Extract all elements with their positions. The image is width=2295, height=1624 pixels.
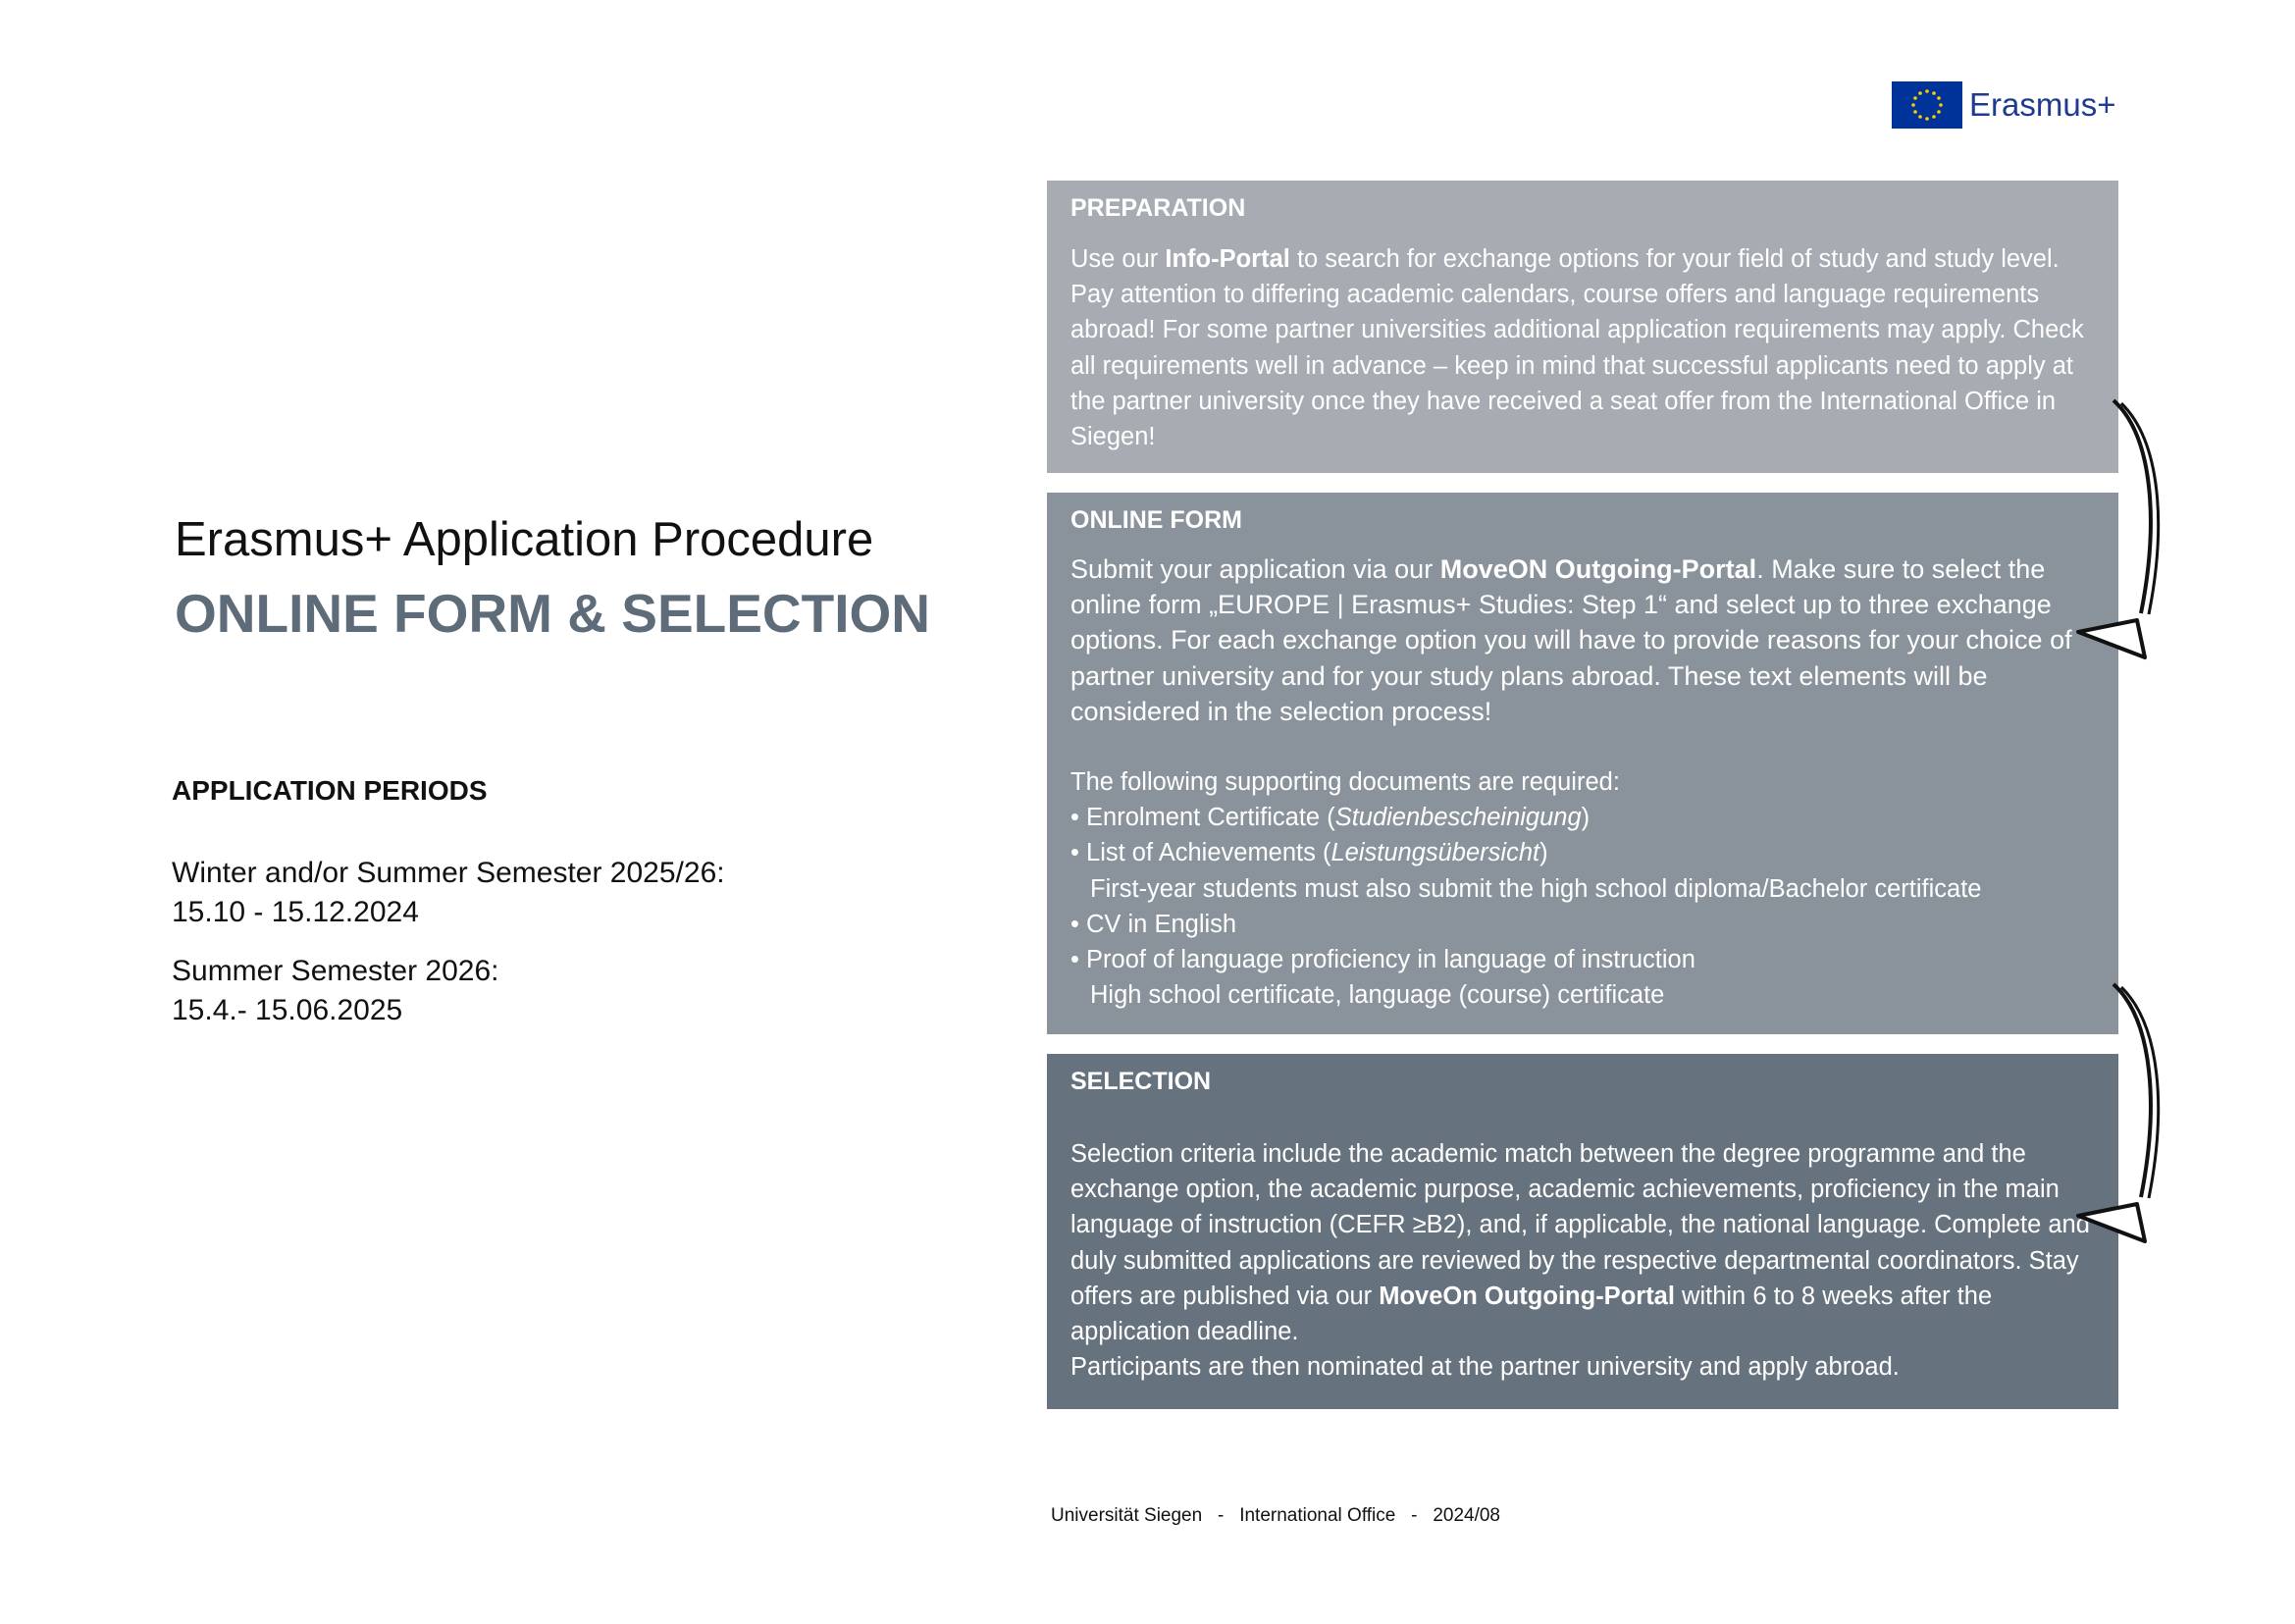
curved-arrow-icon xyxy=(2060,393,2168,687)
text-segment: Selection criteria include the academic match between the degree programme and the exchange option, the academic purpose, academic achievements, proficiency in the main language of instruction (CEFR ≥B2), and, if applicable, the national language. Complete and duly submitted applications are reviewed by the respective departmental coordinators. Stay offers are published via our xyxy=(1070,1140,2090,1310)
info-portal-link[interactable]: Info-Portal xyxy=(1165,245,1297,273)
footer-text: Universität Siegen - International Office - 2024/08 xyxy=(1051,1505,1501,1526)
online-form-text xyxy=(1070,551,2101,1013)
page-title: Erasmus+ Application Procedure xyxy=(175,513,874,566)
moveon-portal-link[interactable]: MoveOn Outgoing-Portal xyxy=(1379,1282,1675,1310)
doc-item: • Enrolment Certificate (Studienbescheinigung) xyxy=(1070,804,1591,832)
logo-text: Erasmus+ xyxy=(1969,86,2116,123)
text-segment: Submit your application via our xyxy=(1070,554,1440,584)
preparation-box xyxy=(1047,181,2118,473)
doc-note: High school certificate, language (course) certificate xyxy=(1090,981,1665,1010)
doc-note: First-year students must also submit the high school diploma/Bachelor certificate xyxy=(1090,874,1982,903)
period-label: Winter and/or Summer Semester 2025/26: xyxy=(172,857,725,889)
erasmus-logo xyxy=(1892,80,2115,130)
text-segment: Use our xyxy=(1070,245,1166,273)
periods-heading: APPLICATION PERIODS xyxy=(172,775,488,806)
text-segment: . Make sure to select the online form „EUROPE | Erasmus+ Studies: Step 1“ and select up to three exchange options. For each exchange option you will have to provide reasons for your choice of partner university and for your study plans abroad. These text elements will be considered in the selection process! xyxy=(1070,554,2072,726)
online-form-box xyxy=(1047,493,2118,1034)
text-segment: within 6 to 8 weeks after the application deadline. xyxy=(1070,1282,1993,1346)
selection-box xyxy=(1047,1054,2118,1409)
text-segment: Participants are then nominated at the partner university and apply abroad. xyxy=(1070,1353,1900,1382)
period-label: Summer Semester 2026: xyxy=(172,955,499,987)
doc-item: • CV in English xyxy=(1070,910,1237,938)
period-dates: 15.10 - 15.12.2024 xyxy=(172,896,419,928)
curved-arrow-icon xyxy=(2060,976,2168,1271)
period-dates: 15.4.- 15.06.2025 xyxy=(172,994,403,1026)
doc-item: • Proof of language proficiency in language of instruction xyxy=(1070,946,1695,974)
online-form-title: ONLINE FORM xyxy=(1070,506,1242,534)
eu-flag-icon xyxy=(1892,81,1962,129)
selection-text xyxy=(1070,1136,2101,1385)
selection-title: SELECTION xyxy=(1070,1068,1212,1095)
period-item xyxy=(172,952,498,1030)
page-subtitle: ONLINE FORM & SELECTION xyxy=(175,583,930,644)
preparation-text xyxy=(1070,241,2101,454)
text-segment: to search for exchange options for your field of study and study level. Pay attention to differing academic calendars, course offers and language requirements abroad! For some partner universities additional application requirements may apply. Check all requirements well in advance – keep in mind that successful applicants need to apply at the partner university once they have received a seat offer from the International Office in Siegen! xyxy=(1070,245,2084,451)
preparation-title: PREPARATION xyxy=(1070,194,1246,222)
period-item xyxy=(172,854,725,932)
doc-item: • List of Achievements (Leistungsübersicht) xyxy=(1070,839,1548,867)
docs-intro: The following supporting documents are required: xyxy=(1070,768,1620,797)
moveon-portal-link[interactable]: MoveON Outgoing-Portal xyxy=(1439,554,1757,584)
